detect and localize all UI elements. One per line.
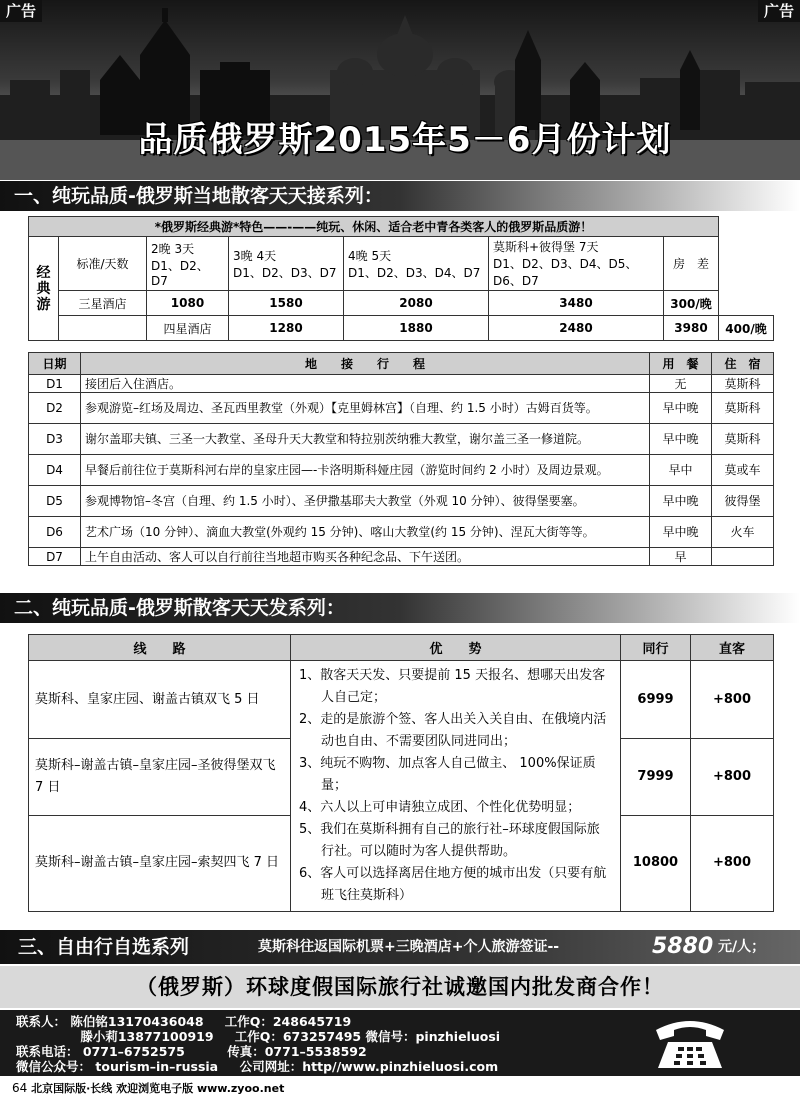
price-table (28, 216, 774, 341)
partner-banner: （俄罗斯）环球度假国际旅行社诚邀国内批发商合作！ (0, 966, 800, 1008)
section3-price: 5880 (652, 934, 714, 959)
itinerary-desc: 参观游览–红场及周边、圣瓦西里教堂（外观）【克里姆林宫】（自理、约 1.5 小时）古姆百货等。 (81, 393, 650, 424)
contact-person-2: 滕小莉13877100919 (80, 1029, 214, 1044)
contact-wechat: tourism–in–russia (95, 1059, 219, 1074)
section2-header: 二、纯玩品质-俄罗斯散客天天发系列： (0, 593, 800, 623)
itinerary-desc: 艺术广场（10 分钟）、滴血大教堂(外观约 15 分钟)、喀山大教堂(约 15 分钟)、涅瓦大街等等。 (81, 517, 650, 548)
itinerary-meal: 早中晚 (650, 517, 712, 548)
banner-title: 品质俄罗斯2015年5－6月份计划 (138, 120, 672, 160)
contact-person-2-qq: 工作Q：673257495 微信号：pinzhieluosi (234, 1029, 501, 1044)
itinerary-day: D3 (29, 424, 81, 455)
itinerary-meal: 早中晚 (650, 486, 712, 517)
itinerary-desc: 参观博物馆–冬宫（自理、约 1.5 小时）、圣伊撒基耶夫大教堂（外观 10 分钟）、彼得堡要塞。 (81, 486, 650, 517)
telephone-icon (650, 1016, 730, 1072)
itinerary-row (29, 375, 774, 393)
contact-site: 公司网址：http//www.pinzhieluosi.com (239, 1059, 499, 1074)
price-cell: 3980 (664, 316, 719, 341)
banner (0, 0, 800, 180)
itinerary-stay: 火车 (712, 517, 774, 548)
itinerary-meal: 早中 (650, 455, 712, 486)
itinerary-row (29, 517, 774, 548)
contact-tel: 0771–6752575 (82, 1044, 185, 1059)
routes-header-advantage: 优 势 (291, 635, 621, 661)
advantage-item: 1、散客天天发、只要提前 15 天报名、想哪天出发客人自己定； (299, 668, 606, 705)
itinerary-stay: 莫斯科 (712, 393, 774, 424)
side-label: 经典游 (29, 237, 59, 341)
header-3days: 2晚 3天 D1、D2、D7 (147, 237, 229, 291)
itinerary-desc: 谢尔盖耶夫镇、三圣一大教堂、圣母升天大教堂和特拉别茨纳雅大教堂，谢尔盖三圣一修道院。 (81, 424, 650, 455)
direct-price: +800 (691, 815, 774, 911)
itinerary-header-day: 日期 (29, 353, 81, 375)
room-diff-cell: 300/晚 (664, 291, 719, 316)
peer-price: 10800 (621, 815, 691, 911)
contact-person-1-qq: 工作Q：248645719 (224, 1014, 352, 1029)
contact-fax: 传真：0771–5538592 (227, 1044, 367, 1059)
itinerary-row (29, 486, 774, 517)
itinerary-stay: 莫斯科 (712, 375, 774, 393)
itinerary-stay (712, 548, 774, 566)
itinerary-desc: 早餐后前往位于莫斯科河右岸的皇家庄园—-卡洛明斯科娅庄园（游览时间约 2 小时）及周边景观。 (81, 455, 650, 486)
routes-table (28, 634, 774, 912)
peer-price: 7999 (621, 739, 691, 815)
itinerary-day: D2 (29, 393, 81, 424)
row-std: 三星酒店 (59, 291, 147, 316)
price-cell: 2480 (489, 316, 664, 341)
itinerary-meal: 早中晚 (650, 393, 712, 424)
advantage-item: 6、客人可以选择离居住地方便的城市出发（只要有航班飞往莫斯科） (299, 866, 607, 903)
advantage-item: 5、我们在莫斯科拥有自己的旅行社–环球度假国际旅行社。可以随时为客人提供帮助。 (299, 822, 600, 859)
itinerary-day: D6 (29, 517, 81, 548)
price-cell: 1280 (229, 316, 344, 341)
itinerary-day: D5 (29, 486, 81, 517)
advantage-item: 2、走的是旅游个签、客人出关入关自由、在俄境内活动也自由、不需要团队同进同出； (299, 712, 607, 749)
section3-title: 三、自由行自选系列 (18, 936, 190, 958)
itinerary-row (29, 393, 774, 424)
contact-tel-label: 联系电话： (16, 1044, 79, 1059)
contact-wechat-label: 微信公众号： (16, 1059, 92, 1074)
itinerary-meal: 早中晚 (650, 424, 712, 455)
routes-header-peer: 同行 (621, 635, 691, 661)
advantage-item: 4、六人以上可申请独立成团、个性化优势明显； (299, 800, 581, 815)
ad-label-right: 广告 (758, 0, 800, 22)
itinerary-day: D7 (29, 548, 81, 566)
route-cell: 莫斯科、皇家庄园、谢盖古镇双飞 5 日 (29, 661, 291, 739)
header-4days: 3晚 4天 D1、D2、D3、D7 (229, 237, 344, 291)
page-footer (12, 1080, 284, 1096)
header-7days: 莫斯科+彼得堡 7天 D1、D2、D3、D4、D5、D6、D7 (489, 237, 664, 291)
itinerary-row (29, 424, 774, 455)
advantage-item: 3、纯玩不购物、加点客人自己做主、 100%保证质量； (299, 756, 596, 793)
contact-person-label: 联系人： (16, 1014, 67, 1029)
itinerary-meal: 无 (650, 375, 712, 393)
itinerary-desc: 上午自由活动、客人可以自行前往当地超市购买各种纪念品、下午送团。 (81, 548, 650, 566)
price-cell: 1880 (344, 316, 489, 341)
section1-header: 一、纯玩品质-俄罗斯当地散客天天接系列： (0, 181, 800, 211)
header-5days: 4晚 5天 D1、D2、D3、D4、D7 (344, 237, 489, 291)
itinerary-row (29, 455, 774, 486)
price-cell: 3480 (489, 291, 664, 316)
ad-label-left: 广告 (0, 0, 42, 22)
section3-unit: 元/人； (718, 939, 766, 955)
contact-person-1: 陈伯铭13170436048 (70, 1014, 204, 1029)
routes-header-direct: 直客 (691, 635, 774, 661)
price-cell: 2080 (344, 291, 489, 316)
header-room-diff: 房 差 (664, 237, 719, 291)
price-table-caption: *俄罗斯经典游*特色——-——纯玩、休闲、适合老中青各类客人的俄罗斯品质游！ (29, 217, 719, 237)
route-cell: 莫斯科–谢盖古镇–皇家庄园–圣彼得堡双飞 7 日 (29, 739, 291, 815)
itinerary-header-meal: 用 餐 (650, 353, 712, 375)
itinerary-stay: 莫斯科 (712, 424, 774, 455)
section3-offer: 莫斯科往返国际机票+三晚酒店+个人旅游签证-- (258, 939, 560, 955)
itinerary-stay: 彼得堡 (712, 486, 774, 517)
itinerary-header-stay: 住 宿 (712, 353, 774, 375)
section3-header (0, 930, 800, 964)
itinerary-stay: 莫或车 (712, 455, 774, 486)
routes-header-route: 线 路 (29, 635, 291, 661)
footer-text: 北京国际版·长线 欢迎浏览电子版 www.zyoo.net (31, 1082, 285, 1095)
itinerary-desc: 接团后入住酒店。 (81, 375, 650, 393)
price-cell: 1080 (147, 291, 229, 316)
price-cell: 1580 (229, 291, 344, 316)
row-std: 四星酒店 (147, 316, 229, 341)
itinerary-day: D4 (29, 455, 81, 486)
itinerary-meal: 早 (650, 548, 712, 566)
advantages-cell (291, 661, 621, 912)
page-number: 64 (12, 1081, 28, 1095)
itinerary-day: D1 (29, 375, 81, 393)
peer-price: 6999 (621, 661, 691, 739)
room-diff-cell: 400/晚 (719, 316, 774, 341)
direct-price: +800 (691, 739, 774, 815)
itinerary-row (29, 548, 774, 566)
itinerary-table (28, 352, 774, 566)
direct-price: +800 (691, 661, 774, 739)
itinerary-header-desc: 地 接 行 程 (81, 353, 650, 375)
route-cell: 莫斯科–谢盖古镇–皇家庄园–索契四飞 7 日 (29, 815, 291, 911)
header-standard: 标准/天数 (59, 237, 147, 291)
